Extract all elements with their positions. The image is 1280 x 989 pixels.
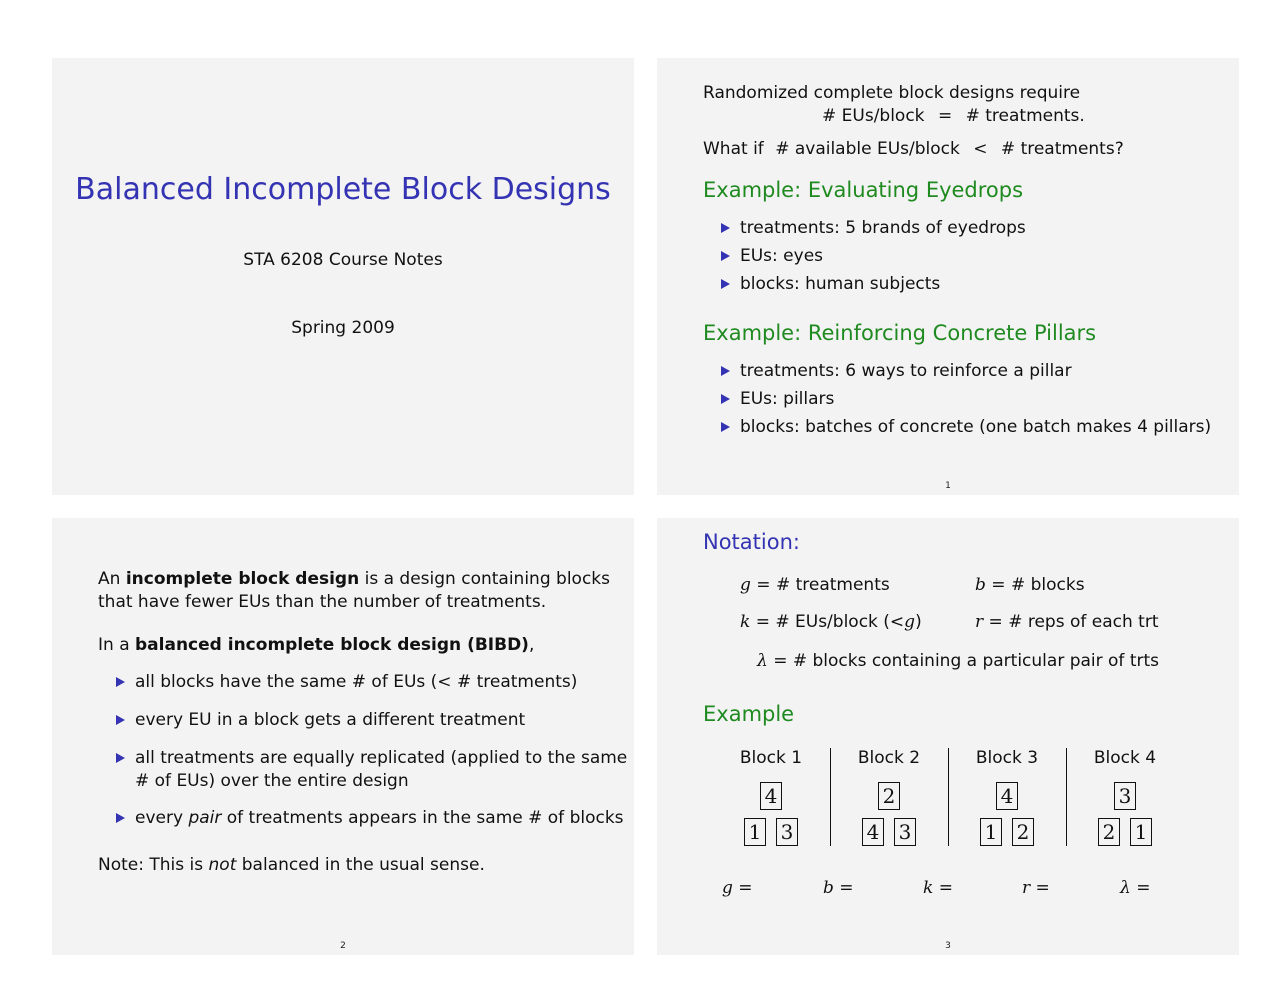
answer-k: k = (923, 878, 953, 898)
definition-line-1: An incomplete block design is a design containing blocks (98, 569, 610, 589)
block-label: Block 1 (739, 748, 803, 768)
q-prefix: What if (703, 139, 764, 159)
course-name: STA 6208 Course Notes (243, 250, 443, 270)
notation-k: k = # EUs/block (<g) (740, 612, 922, 632)
block-1 (712, 748, 830, 848)
treatment-cell: 4 (862, 818, 884, 846)
list-item: all blocks have the same # of EUs (< # treatments) (135, 672, 577, 692)
eq-op: = (937, 106, 953, 126)
treatment-cell: 2 (1098, 818, 1120, 846)
treatment-cell: 3 (776, 818, 798, 846)
list-item: blocks: human subjects (740, 274, 940, 294)
term: Spring 2009 (291, 318, 395, 338)
bibd-intro: In a balanced incomplete block design (BIBD), (98, 635, 535, 655)
block-4 (1066, 748, 1184, 848)
what-if-question (703, 139, 1124, 159)
bullet-triangle-icon (116, 813, 125, 823)
bullet-triangle-icon (116, 715, 125, 725)
treatment-cell: 1 (980, 818, 1002, 846)
list-item: every pair of treatments appears in the same # of blocks (135, 808, 624, 828)
list-item: blocks: batches of concrete (one batch makes 4 pillars) (740, 417, 1211, 437)
bullet-triangle-icon (116, 753, 125, 763)
slide-3 (657, 518, 1239, 955)
bullet-triangle-icon (721, 422, 730, 432)
example-heading: Example (703, 702, 795, 726)
treatment-cell: 2 (878, 782, 900, 810)
example-pillars-heading: Example: Reinforcing Concrete Pillars (703, 321, 1097, 345)
notation-g: g = # treatments (740, 575, 890, 595)
bullet-triangle-icon (116, 677, 125, 687)
list-item: every EU in a block gets a different treatment (135, 710, 525, 730)
block-3 (948, 748, 1066, 848)
answer-g: g = (722, 878, 753, 898)
treatment-cell: 4 (760, 782, 782, 810)
page-number: 1 (945, 481, 951, 491)
list-item: EUs: pillars (740, 389, 834, 409)
treatment-cell: 3 (894, 818, 916, 846)
title-slide (52, 58, 634, 495)
treatment-cell: 1 (744, 818, 766, 846)
example-eyedrops-heading: Example: Evaluating Eyedrops (703, 178, 1024, 202)
answer-r: r = (1022, 878, 1050, 898)
list-item: treatments: 5 brands of eyedrops (740, 218, 1026, 238)
term-bibd: balanced incomplete block design (BIBD) (135, 635, 529, 655)
notation-r: r = # reps of each trt (975, 612, 1159, 632)
bullet-triangle-icon (721, 251, 730, 261)
page-number: 2 (340, 941, 346, 951)
notation-b: b = # blocks (975, 575, 1085, 595)
page-number: 3 (945, 941, 951, 951)
treatment-cell: 1 (1130, 818, 1152, 846)
rcbd-intro: Randomized complete block designs require (703, 83, 1081, 103)
bullet-triangle-icon (721, 223, 730, 233)
bullet-triangle-icon (721, 366, 730, 376)
q-op: < (973, 139, 988, 159)
list-item: EUs: eyes (740, 246, 823, 266)
notation-lambda: λ = # blocks containing a particular pair of trts (757, 651, 1159, 671)
eq-left: # EUs/block (822, 106, 925, 126)
block-2 (830, 748, 948, 848)
q-left: # available EUs/block (775, 139, 960, 159)
presentation-title: Balanced Incomplete Block Designs (75, 172, 611, 207)
definition-line-2: that have fewer EUs than the number of treatments. (98, 592, 547, 612)
rcbd-equation (822, 106, 1085, 126)
note: Note: This is not balanced in the usual sense. (98, 855, 485, 875)
block-label: Block 3 (975, 748, 1039, 768)
list-item-continuation: # of EUs) over the entire design (135, 771, 409, 791)
list-item: all treatments are equally replicated (applied to the same (135, 748, 627, 768)
slide-1 (657, 58, 1239, 495)
treatment-cell: 3 (1114, 782, 1136, 810)
treatment-cell: 4 (996, 782, 1018, 810)
bullet-triangle-icon (721, 279, 730, 289)
term-incomplete-block-design: incomplete block design (125, 569, 360, 589)
treatment-cell: 2 (1012, 818, 1034, 846)
list-item: treatments: 6 ways to reinforce a pillar (740, 361, 1072, 381)
block-label: Block 2 (857, 748, 921, 768)
notation-heading: Notation: (703, 530, 800, 554)
q-right: # treatments? (1000, 139, 1124, 159)
answer-b: b = (823, 878, 854, 898)
slide-2 (52, 518, 634, 955)
answer-lambda: λ = (1120, 878, 1151, 898)
eq-right: # treatments. (965, 106, 1085, 126)
bullet-triangle-icon (721, 394, 730, 404)
block-label: Block 4 (1093, 748, 1157, 768)
